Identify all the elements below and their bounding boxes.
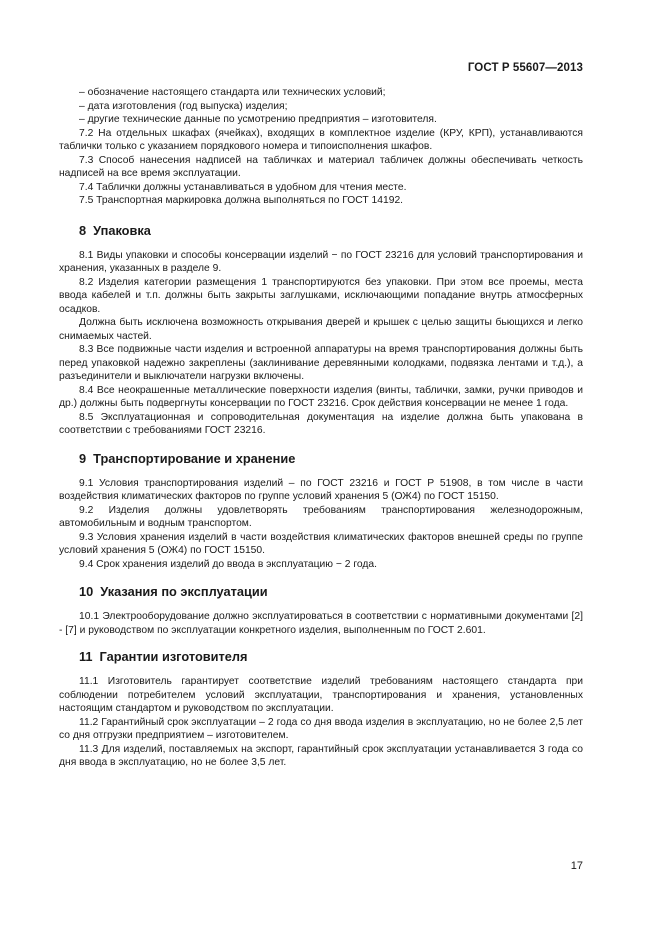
section-title: Гарантии изготовителя xyxy=(99,649,248,664)
clause-8-2: 8.2 Изделия категории размещения 1 транспортируются без упаковки. При этом все проемы, места ввода кабелей и т.п. должны быть закрыты заглушками, исключающими попадание внутрь атмосферных осадков. xyxy=(59,276,583,315)
section-number: 11 xyxy=(79,649,93,664)
section-title: Транспортирование и хранение xyxy=(93,450,296,466)
clause-7-3: 7.3 Способ нанесения надписей на табличках и материал табличек должны обеспечивать четкость надписей на все время эксплуатации. xyxy=(59,154,583,179)
document-body xyxy=(59,86,583,770)
section-number: 10 xyxy=(79,584,94,599)
clause-8-3: 8.3 Все подвижные части изделия и встроенной аппаратуры на время транспортирования должны быть перед упаковкой надежно закреплены (заклинивание деревянными колодками, подвязка лентами и т.д.), а разъединители и выключатели нагрузки включены. xyxy=(59,344,583,382)
list-item-standard-designation: – обозначение настоящего стандарта или технических условий; xyxy=(79,87,386,98)
list-item-other-data: – другие технические данные по усмотрению предприятия – изготовителя. xyxy=(79,114,437,125)
clause-11-3: 11.3 Для изделий, поставляемых на экспорт, гарантийный срок эксплуатации устанавливается 3 года со дня ввода в эксплуатацию, но не более 3,5 лет. xyxy=(59,743,583,768)
section-heading-11 xyxy=(59,649,583,665)
clause-11-2: 11.2 Гарантийный срок эксплуатации – 2 года со дня ввода изделия в эксплуатацию, но не более 2,5 лет со дня отгрузки предприятием – изготовителем. xyxy=(59,716,583,741)
list-item-manufacture-date: – дата изготовления (год выпуска) изделия; xyxy=(79,100,288,112)
section-number: 9 xyxy=(79,450,87,466)
section-number: 8 xyxy=(79,222,87,238)
clause-8-5: 8.5 Эксплуатационная и сопроводительная документация на изделие должна быть упакована в соответствии с требованиями ГОСТ 23216. xyxy=(59,411,583,436)
page-number: 17 xyxy=(570,860,583,872)
clause-9-1: 9.1 Условия транспортирования изделий – по ГОСТ 23216 и ГОСТ Р 51908, в том числе в части воздействия климатических факторов по группе условий хранения 5 (ОЖ4) по ГОСТ 15150. xyxy=(59,477,583,502)
clause-8-2-note: Должна быть исключена возможность открывания дверей и крышек с целью защиты бьющихся и легко снимаемых частей. xyxy=(59,317,583,342)
clause-8-4: 8.4 Все неокрашенные металлические поверхности изделия (винты, таблички, замки, ручки приводов и др.) должны быть подвергнуты консервации по ГОСТ 23216. Срок действия консервации не менее 1 года. xyxy=(59,384,583,409)
clause-9-4: 9.4 Срок хранения изделий до ввода в эксплуатацию − 2 года. xyxy=(79,558,377,570)
section-title: Указания по эксплуатации xyxy=(100,584,268,599)
clause-10-1: 10.1 Электрооборудование должно эксплуатироваться в соответствии с нормативными документами [2] - [7] и руководством по эксплуатации конкретного изделия, выполненным по ГОСТ 2.601. xyxy=(59,611,583,636)
clause-9-3: 9.3 Условия хранения изделий в части воздействия климатических факторов внешней среды по группе условий хранения 5 (ОЖ4) по ГОСТ 15150. xyxy=(59,531,583,556)
document-code: ГОСТ Р 55607—2013 xyxy=(467,62,583,74)
section-heading-9 xyxy=(59,451,583,467)
clause-8-1: 8.1 Виды упаковки и способы консервации изделий − по ГОСТ 23216 для условий транспортирования и хранения, указанных в разделе 9. xyxy=(59,249,583,274)
section-heading-10 xyxy=(59,584,583,600)
clause-9-2: 9.2 Изделия должны удовлетворять требованиям транспортирования железнодорожным, автомобильным и водным транспортом. xyxy=(59,504,583,529)
clause-11-1: 11.1 Изготовитель гарантирует соответствие изделий требованиям настоящего стандарта при соблюдении потребителем условий эксплуатации, транспортирования и хранения, установленных настоящим стандартом и руководством по эксплуатации. xyxy=(59,676,583,714)
section-title: Упаковка xyxy=(93,222,151,238)
clause-7-2: 7.2 На отдельных шкафах (ячейках), входящих в комплектное изделие (КРУ, КРП), устанавливаются таблички только с указанием порядкового номера и типоисполнения шкафов. xyxy=(59,127,583,152)
clause-7-4: 7.4 Таблички должны устанавливаться в удобном для чтения месте. xyxy=(79,181,407,193)
section-heading-8 xyxy=(59,223,583,239)
clause-7-5: 7.5 Транспортная маркировка должна выполняться по ГОСТ 14192. xyxy=(79,195,404,206)
